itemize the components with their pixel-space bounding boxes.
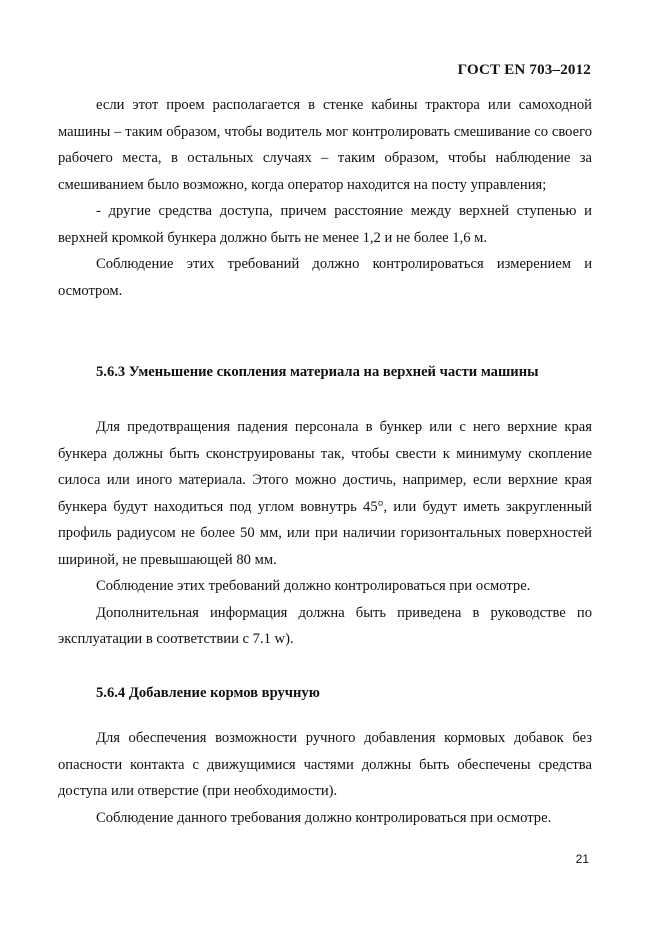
paragraph: Для обеспечения возможности ручного добавления кормовых добавок без опасности контакта с движущимися частями должны быть обеспечены средства доступа или отверстие (при необходимости). — [58, 730, 592, 799]
paragraph: Соблюдение данного требования должно контролироваться при осмотре. — [96, 809, 552, 826]
paragraph: Для предотвращения падения персонала в бункер или с него верхние края бункера должны быть сконструированы так, чтобы свести к минимуму скопление силоса или иного материала. Этого можно достичь, например, если верхние края бункера будут находиться под углом вовнутрь 45°, или будут иметь закругленный профиль радиусом не более 50 мм, или при наличии горизонтальных поверхностей шириной, не превышающей 80 мм. — [58, 419, 592, 568]
paragraph: - другие средства доступа, причем расстояние между верхней ступенью и верхней кромкой бункера должно быть не менее 1,2 и не более 1,6 м. — [58, 203, 592, 246]
paragraph: Дополнительная информация должна быть приведена в руководстве по эксплуатации в соответствии с 7.1 w). — [58, 604, 592, 647]
page-number: 21 — [575, 852, 589, 866]
section-heading-5-6-4: 5.6.4 Добавление кормов вручную — [96, 685, 320, 701]
document-code-header: ГОСТ EN 703–2012 — [457, 62, 591, 78]
paragraph: если этот проем располагается в стенке кабины трактора или самоходной машины – таким образом, чтобы водитель мог контролировать смешивание со своего рабочего места, в остальных случаях – таким образом, чтобы наблюдение за смешиванием было возможно, когда оператор находится на посту управления; — [58, 97, 592, 193]
continuation-block — [58, 92, 592, 304]
paragraph: Соблюдение этих требований должно контролироваться при осмотре. — [96, 578, 531, 594]
paragraph: Соблюдение этих требований должно контролироваться измерением и осмотром. — [58, 256, 592, 299]
section-5-6-3-body — [58, 414, 592, 653]
section-5-6-4-body — [58, 725, 592, 831]
section-heading-5-6-3: 5.6.3 Уменьшение скопления материала на верхней части машины — [96, 364, 539, 380]
